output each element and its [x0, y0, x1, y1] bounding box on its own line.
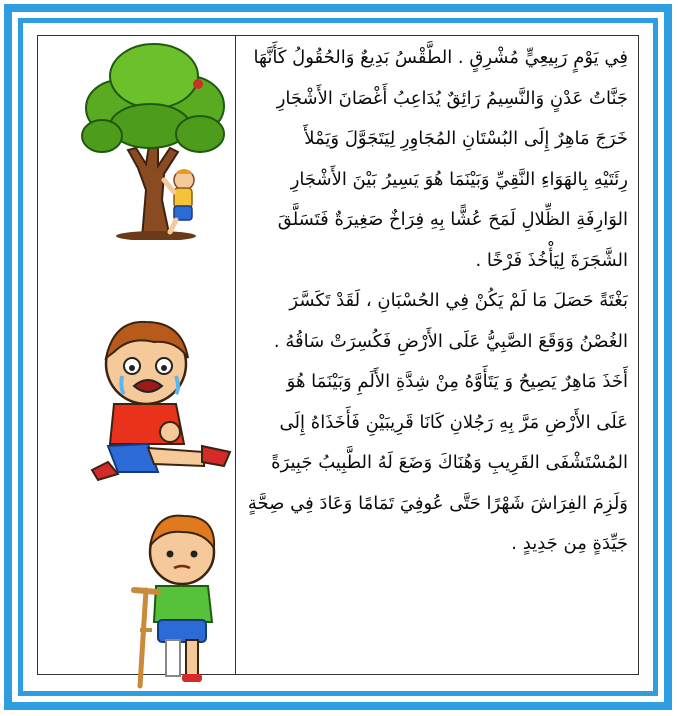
boy-body — [92, 404, 230, 480]
crying-boy-illustration — [84, 312, 234, 482]
story-line: وَلَزِمَ الفِرَاشَ شَهْرًا حَتَّى عُوفِيَ تَمَامًا وَعَادَ فِي صِحَّةٍ — [247, 492, 628, 514]
boy-head-2 — [150, 516, 214, 584]
page-inner-border — [18, 18, 658, 696]
story-line: جَيِّدَةٍ مِن جَدِيدٍ . — [511, 533, 628, 554]
boy-body-2 — [154, 586, 212, 682]
story-line: عَلَى الأَرْضِ مَرَّ بِهِ رَجُلانِ كَانَا قَرِيبَيْنِ فَأَخَذَاهُ إِلَى — [279, 411, 628, 433]
illustrations-column — [38, 36, 236, 674]
story-line: المُسْتَشْفَى القَرِيبِ وَهُنَاكَ وَضَعَ لَهُ الطَّبِيبُ جَبِيرَةً — [271, 452, 628, 473]
page-border-gap — [12, 12, 664, 702]
bird-nest — [193, 79, 203, 89]
story-text-column — [236, 36, 638, 674]
story-line: جَنَّاتُ عَدْنٍ وَالنَّسِيمُ رَائِقٌ يُدَاعِبُ أَغْصَانَ الأَشْجَارِ — [276, 87, 628, 109]
story-line: الغُصْنُ وَوَقَعَ الصَّبِيُّ عَلَى الأَرْضِ فَكُسِرَتْ سَاقُهُ . — [273, 330, 628, 352]
story-line: رِئَتَيْهِ بِالهَوَاءِ النَّقِيِّ وَبَيْنَمَا هُوَ يَسِيرُ بَيْنَ الأَشْجَارِ — [290, 168, 628, 190]
tree-canopy — [82, 44, 224, 152]
tree-climbing-illustration — [80, 40, 228, 240]
page-border — [4, 4, 672, 710]
story-line: فِي يَوْمٍ رَبِيعِيٍّ مُشْرِقٍ . الطَّقْسُ بَدِيعٌ وَالحُقُولُ كَأَنَّهَا — [253, 47, 628, 68]
story-line: الشَّجَرَةَ لِيَأْخُذَ فَرْخًا . — [475, 249, 628, 271]
boy-with-crutch-illustration — [126, 510, 236, 690]
story-line: أَخَذَ مَاهِرٌ يَصِيحُ وَ يَتَأَوَّهُ مِنْ شِدَّةِ الأَلَمِ وَبَيْنَمَا هُوَ — [286, 371, 628, 392]
story-table — [37, 35, 639, 675]
story-line: الوَارِفَةِ الظِّلالِ لَمَحَ عُشًّا بِهِ فِرَاخٌ صَغِيرَةٌ فَتَسَلَّقَ — [277, 209, 628, 230]
story-line: بَغْتَةً حَصَلَ مَا لَمْ يَكُنْ فِي الحُسْبَانِ ، لَقَدْ تَكَسَّرَ — [289, 290, 628, 311]
story-line: خَرَجَ مَاهِرٌ إِلَى البُسْتَانِ المُجَاوِرِ لِيَتَجَوَّلَ وَيَمْلأَ — [304, 128, 628, 149]
boy-climbing — [164, 169, 194, 232]
boy-head — [106, 322, 188, 404]
